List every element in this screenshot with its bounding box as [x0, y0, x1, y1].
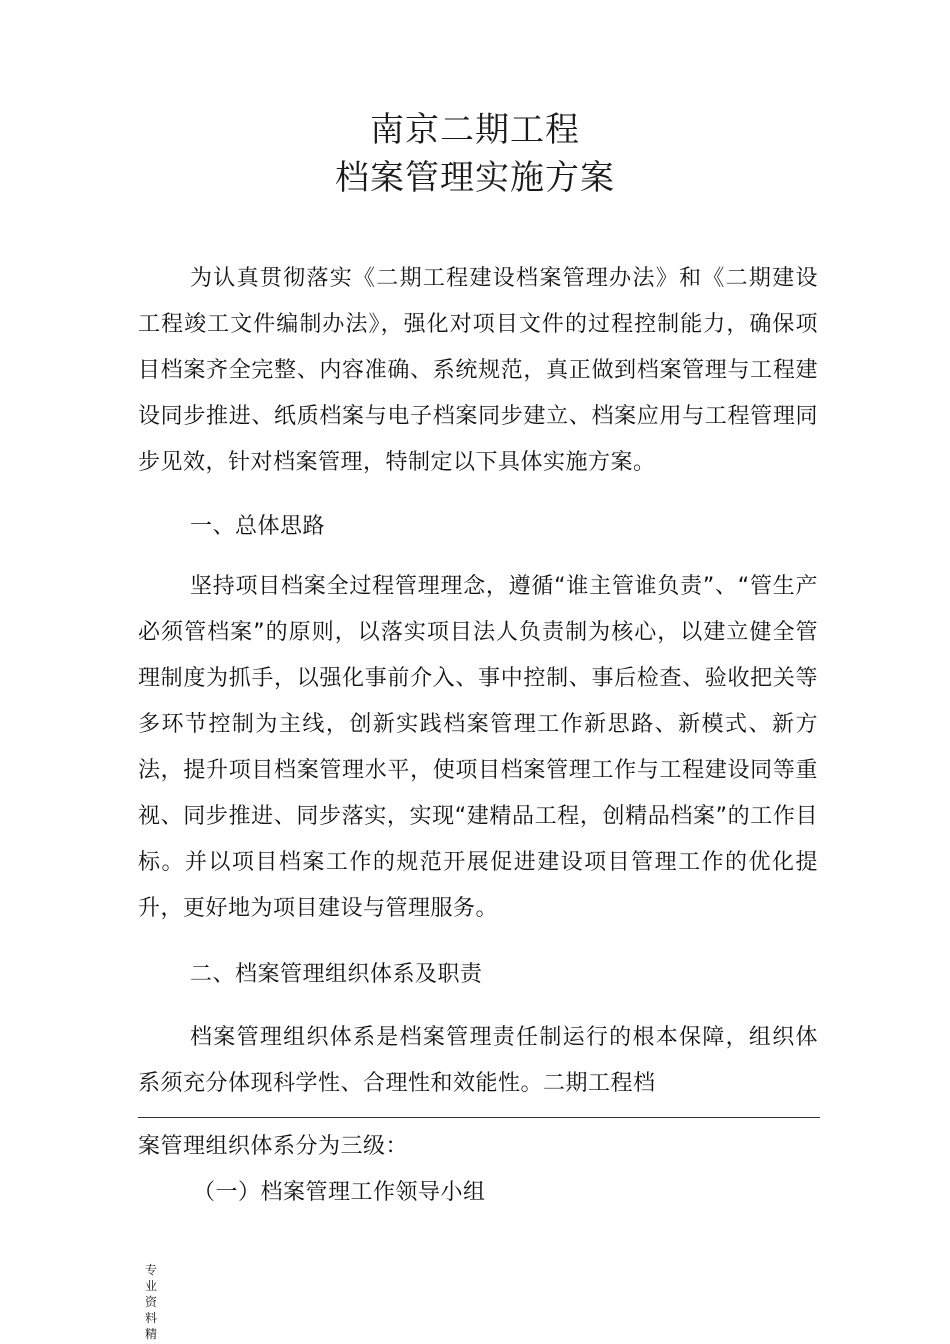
organization-paragraph: 档案管理组织体系是档案管理责任制运行的根本保障，组织体系须充分体现科学性、合理性和效能性。二期工程档 [138, 1025, 818, 1096]
vertical-side-note: 专业资料精 [145, 1263, 158, 1341]
organization-paragraph-continued: 案管理组织体系分为三级： [138, 1134, 409, 1159]
overall-approach-paragraph: 坚持项目档案全过程管理理念，遵循“谁主管谁负责”、“管生产必须管档案”的原则，以落实项目法人负责制为核心，以建立健全管理制度为抓手，以强化事前介入、事中控制、事后检查、验收把关等多环节控制为主线，创新实践档案管理工作新思路、新模式、新方法，提升项目档案管理水平，使项目档案管理工作与工程建设同等重视、同步推进、同步落实，实现“建精品工程，创精品档案”的工作目标。并以项目档案工作的规范开展促进建设项目管理工作的优化提升，更好地为项目建设与管理服务。 [138, 574, 818, 921]
intro-paragraph: 为认真贯彻落实《二期工程建设档案管理办法》和《二期建设工程竣工文件编制办法》，强化对项目文件的过程控制能力，确保项目档案齐全完整、内容准确、系统规范，真正做到档案管理与工程建设同步推进、纸质档案与电子档案同步建立、档案应用与工程管理同步见效，针对档案管理，特制定以下具体实施方案。 [138, 266, 818, 475]
document-title-line-2: 档案管理实施方案 [335, 158, 615, 198]
document-title-line-1: 南京二期工程 [370, 110, 580, 150]
section-heading-overall-approach: 一、总体思路 [190, 514, 326, 539]
page-divider [138, 1117, 820, 1118]
section-heading-organization: 二、档案管理组织体系及职责 [190, 962, 483, 987]
subsection-heading-leadership-group: （一）档案管理工作领导小组 [193, 1180, 486, 1205]
